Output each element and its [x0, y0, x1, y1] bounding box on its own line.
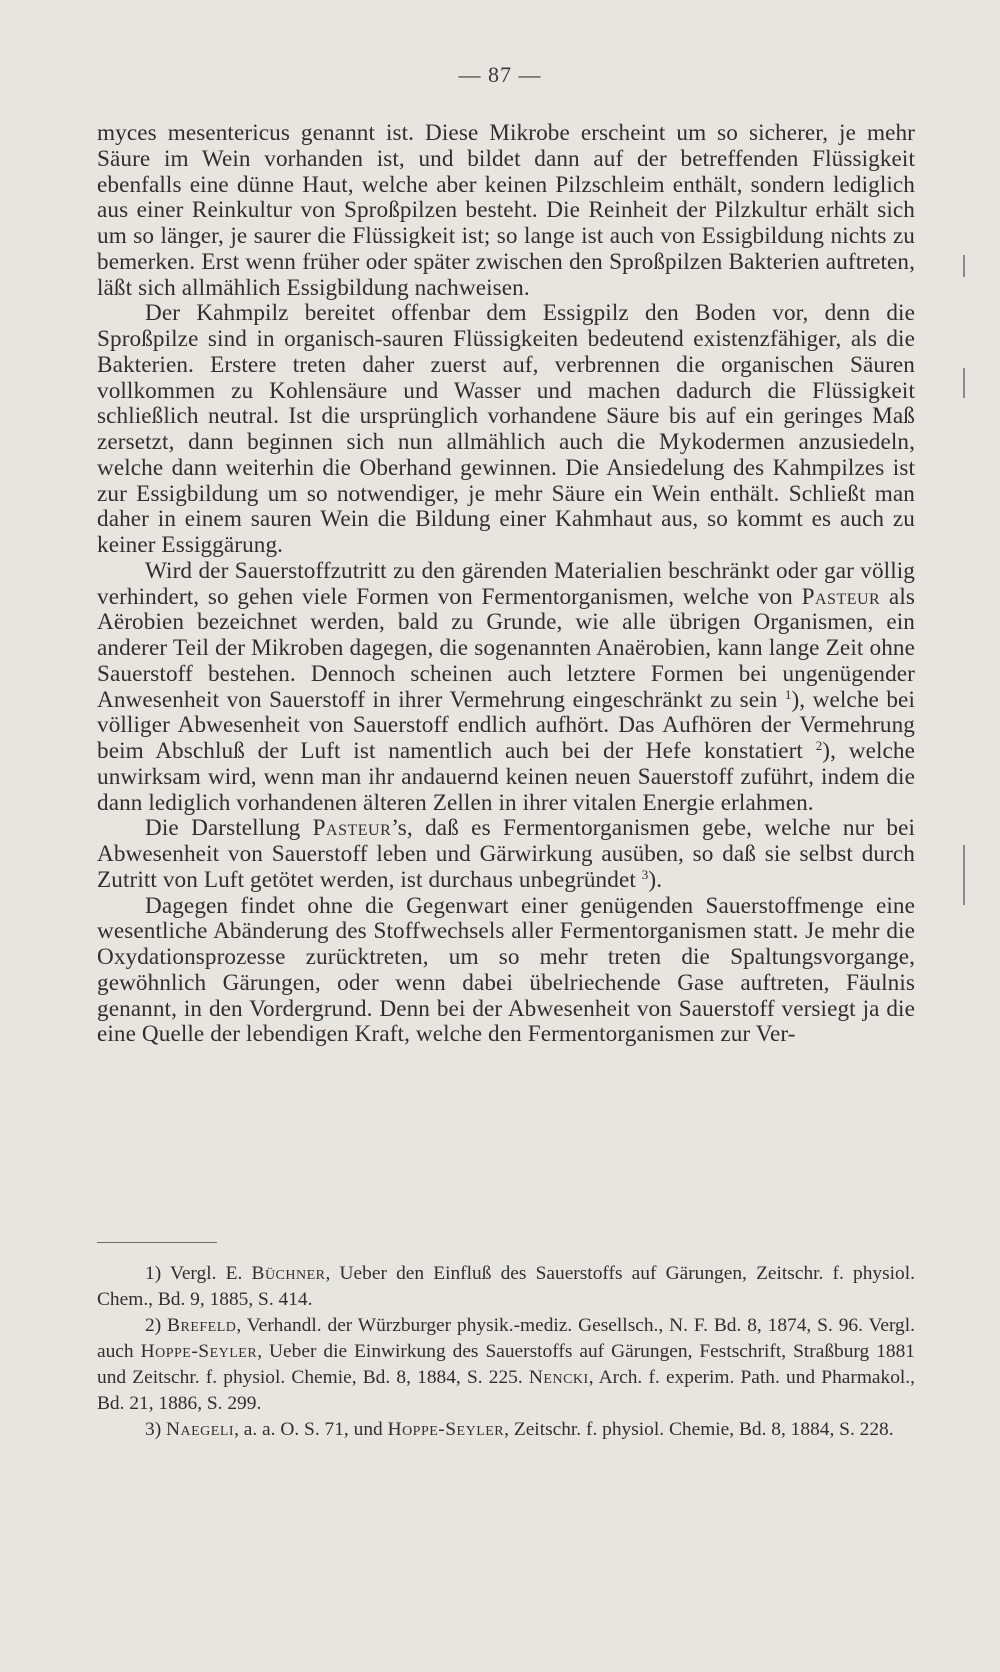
text-run: myces mesentericus genannt ist. Diese Mikrobe erscheint um so sicherer, je mehr Säure im Wein vorhanden ist, und bildet dann auf der betreffenden Flüssigkeit ebenfalls eine dünne Haut, welche aber keinen Pilzschleim enthält, sondern lediglich aus einer Reinkultur von Sproßpilzen besteht. Die Reinheit der Pilzkultur erhält sich um so länger, je saurer die Flüssigkeit ist; so lange ist auch von Essigbildung nichts zu bemerken. Erst wenn früher oder später zwischen den Sproßpilzen Bakterien auftreten, läßt sich allmählich Essigbildung nachweisen.	[97, 120, 915, 301]
footnote	[97, 1417, 915, 1443]
text-run: 2)	[145, 1315, 168, 1336]
author-name: Hoppe-Seyler	[140, 1341, 258, 1362]
author-name: Nencki	[528, 1367, 589, 1388]
text-run: Wird der Sauerstoffzutritt zu den gärenden Materialien beschränkt oder gar völlig verhindert, so gehen viele Formen von Fermentorganismen, welche von	[97, 557, 915, 610]
text-run: Der Kahmpilz bereitet offenbar dem Essigpilz den Boden vor, denn die Sproßpilze sind in organisch-sauren Flüssigkeiten bedeutend existenzfähiger, als die Bakterien. Erstere treten daher zuerst auf, verbrennen die organischen Säuren vollkommen zu Kohlensäure und Wasser und machen dadurch die Flüssigkeit schließlich neutral. Ist die ursprünglich vorhandene Säure bis auf ein geringes Maß zersetzt, dann beginnen sich nun allmählich auch die Mykodermen anzusiedeln, welche dann weiterhin die Oberhand gewinnen. Die Ansiedelung des Kahmpilzes ist zur Essigbildung um so notwendiger, je mehr Säure ein Wein enthält. Schließt man daher in einem sauren Wein die Bildung einer Kahmhaut aus, so kommt es auch zu keiner Essiggärung.	[97, 300, 915, 558]
margin-mark	[963, 255, 965, 277]
text-run: ’s, daß es Fermentorganismen gebe, welche nur bei Abwesenheit von Sauerstoff leben und Gärwirkung ausüben, so daß sie selbst durch Zutritt von Luft getötet werden, ist durchaus unbegründet	[97, 815, 916, 893]
text-run: ), welche unwirksam wird, wenn man ihr andauernd keinen neuen Sauerstoff zuführt, indem die dann lediglich vorhandenen älteren Zellen in ihrer vitalen Energie erlahmen.	[97, 738, 915, 816]
paragraph	[97, 559, 915, 817]
text-run: , a. a. O. S. 71, und	[234, 1419, 388, 1440]
author-name: Hoppe-Seyler	[387, 1419, 505, 1440]
text-run: 3)	[145, 1419, 167, 1440]
footnote-separator	[97, 1242, 217, 1243]
text-run: ).	[648, 866, 663, 893]
paragraph	[97, 816, 915, 893]
author-name: Büchner	[251, 1263, 326, 1284]
footnote-ref: 1	[784, 686, 792, 702]
footnote	[97, 1313, 915, 1417]
footnote-ref: 3	[641, 866, 649, 882]
footnotes	[97, 1261, 915, 1443]
text-run: , Zeitschr. f. physiol. Chemie, Bd. 8, 1884, S. 228.	[504, 1419, 894, 1440]
text-run: als Aërobien bezeichnet werden, bald zu Grunde, wie alle übrigen Organismen, ein anderer Teil der Mikroben dagegen, die sogenannten Anaërobien, kann lange Zeit ohne Sauerstoff bestehen. Dennoch scheinen auch letztere Formen bei ungenügender Anwesenheit von Sauerstoff in ihrer Vermehrung eingeschränkt zu sein	[97, 583, 915, 713]
paragraph	[97, 121, 915, 301]
footnote-ref: 2	[815, 738, 823, 753]
page-number: — 87 —	[458, 62, 542, 87]
text-run: Dagegen findet ohne die Gegenwart einer genügenden Sauerstoffmenge eine wesentliche Abänderung des Stoffwechsels aller Fermentorganismen statt. Je mehr die Oxydationsprozesse zurücktreten, um so mehr treten die Spaltungsvorgange, gewöhnlich Gärungen, oder wenn dabei übelriechende Gase auftreten, Fäulnis genannt, in den Vordergrund. Denn bei der Abwesenheit von Sauerstoff versiegt ja die eine Quelle der lebendigen Kraft, welche den Fermentorganismen zur Ver-	[97, 892, 915, 1048]
text-run: 1) Vergl. E.	[145, 1263, 252, 1284]
body-text	[97, 121, 915, 1048]
margin-mark	[963, 845, 965, 905]
text-run: , Ueber den Einfluß des Sauerstoffs auf Gärungen, Zeitschr. f. physiol. Chem., Bd. 9, 1885, S. 414.	[97, 1263, 915, 1310]
author-name: Pasteur	[312, 815, 392, 842]
text-run: ), welche bei völliger Abwesenheit von Sauerstoff endlich aufhört. Das Aufhören der Vermehrung beim Abschluß der Luft ist namentlich auch bei der Hefe konstatiert	[97, 686, 915, 764]
footnote	[97, 1261, 915, 1313]
author-name: Brefeld	[167, 1315, 237, 1336]
author-name: Naegeli	[166, 1419, 235, 1440]
paragraph	[97, 894, 915, 1049]
author-name: Pasteur	[801, 583, 881, 610]
text-run: , Arch. f. experim. Path. und Pharmakol., Bd. 21, 1886, S. 299.	[97, 1367, 915, 1414]
paragraph	[97, 301, 915, 559]
margin-mark	[963, 368, 965, 398]
text-run: , Ueber die Einwirkung des Sauerstoffs auf Gärungen, Festschrift, Straßburg 1881 und Zeitschr. f. physiol. Chemie, Bd. 8, 1884, S. 225.	[97, 1341, 916, 1388]
text-run: Die Darstellung	[145, 815, 313, 842]
text-run: , Verhandl. der Würzburger physik.-mediz. Gesellsch., N. F. Bd. 8, 1874, S. 96. Vergl. auch	[97, 1315, 915, 1362]
